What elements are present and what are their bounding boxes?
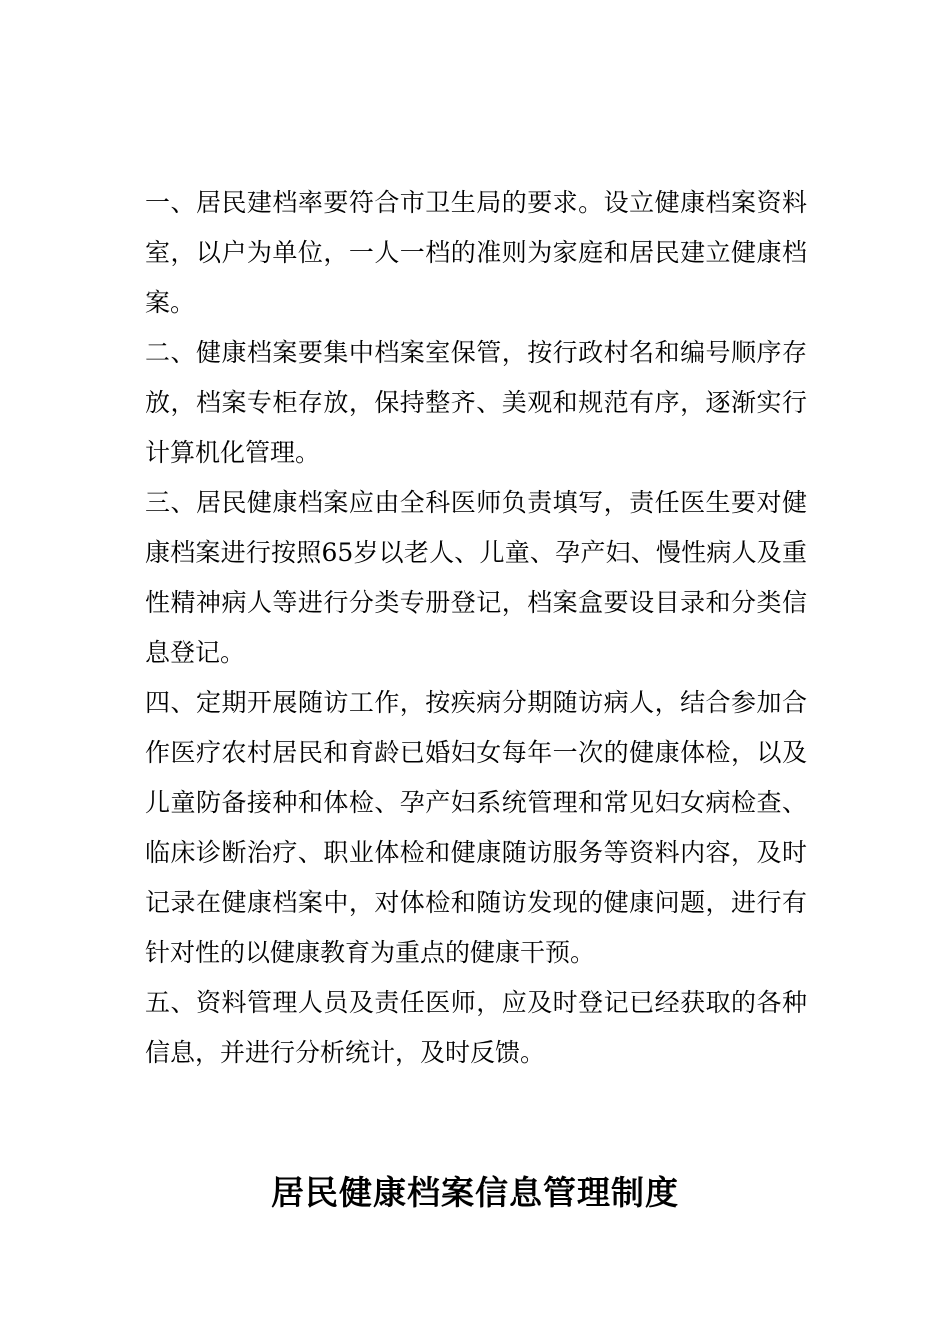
paragraph-4: 四、定期开展随访工作，按疾病分期随访病人，结合参加合作医疗农村居民和育龄已婚妇女每年一次的健康体检，以及儿童防备接种和体检、孕产妇系统管理和常见妇女病检查、临床诊断治疗、职业体检和健康随访服务等资料内容，及时记录在健康档案中，对体检和随访发现的健康问题，进行有针对性的以健康教育为重点的健康干预。 <box>145 688 807 967</box>
paragraph-1: 一、居民建档率要符合市卫生局的要求。设立健康档案资料室，以户为单位，一人一档的准则为家庭和居民建立健康档案。 <box>145 188 807 317</box>
paragraph-2: 二、健康档案要集中档案室保管，按行政村名和编号顺序存放，档案专柜存放，保持整齐、美观和规范有序，逐渐实行计算机化管理。 <box>145 338 807 467</box>
paragraph-5: 五、资料管理人员及责任医师，应及时登记已经获取的各种信息，并进行分析统计，及时反馈。 <box>145 988 807 1067</box>
paragraph-3: 三、居民健康档案应由全科医师负责填写，责任医生要对健康档案进行按照65岁以老人、儿童、孕产妇、慢性病人及重性精神病人等进行分类专册登记，档案盒要设目录和分类信息登记。 <box>145 488 807 667</box>
document-body <box>145 178 807 1078</box>
section-title: 居民健康档案信息管理制度 <box>271 1173 679 1212</box>
